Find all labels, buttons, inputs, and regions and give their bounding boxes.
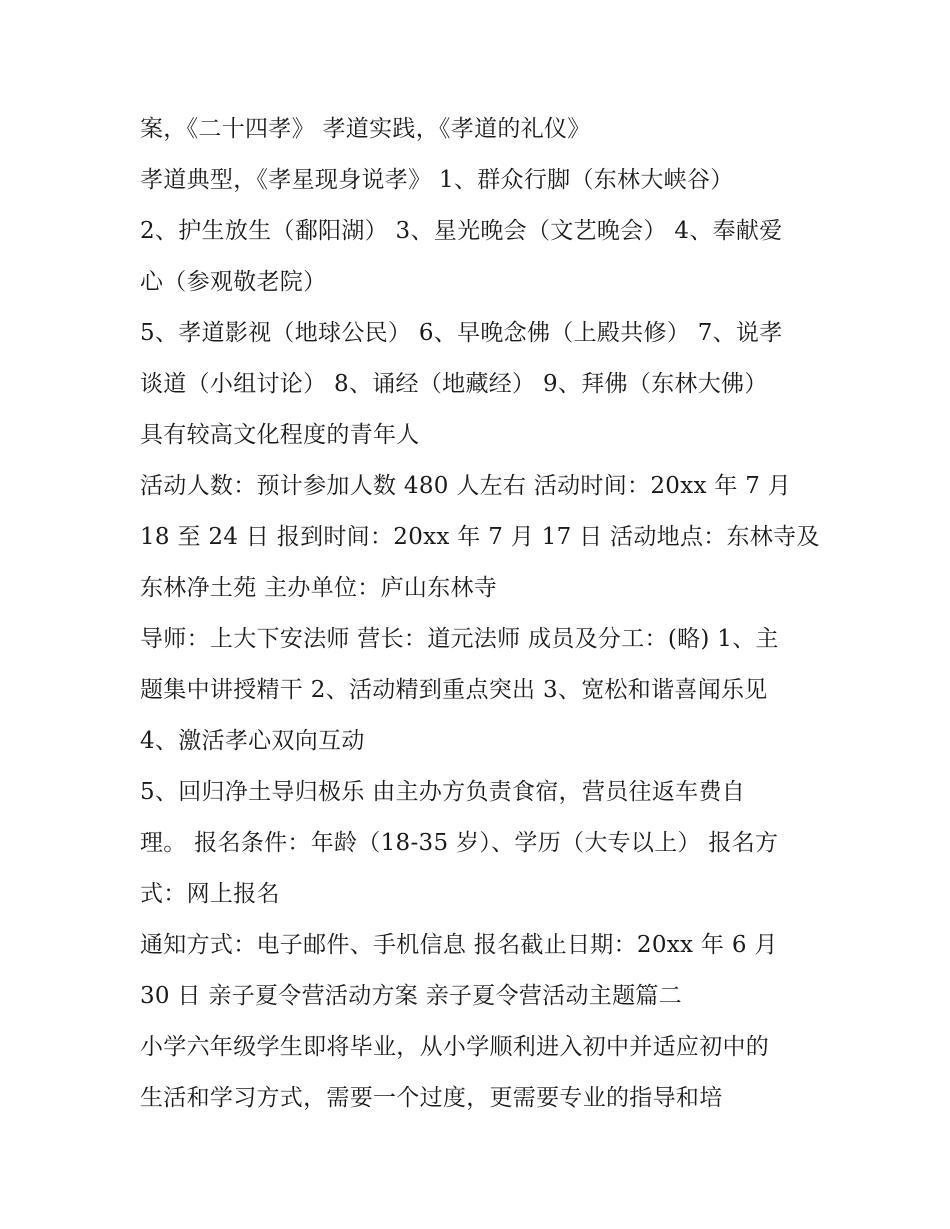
text-line: 具有较高文化程度的青年人	[140, 422, 420, 448]
text-line: 4、激活孝心双向互动	[140, 728, 365, 754]
text-line: 东林净土苑 主办单位：庐山东林寺	[140, 575, 498, 601]
text-line: 18 至 24 日 报到时间：20xx 年 7 月 17 日 活动地点：东林寺及	[140, 524, 820, 550]
text-line: 式：网上报名	[140, 881, 280, 907]
text-line: 2、护生放生（鄱阳湖） 3、星光晚会（文艺晚会） 4、奉献爱	[140, 218, 783, 244]
text-line: 谈道（小组讨论） 8、诵经（地藏经） 9、拜佛（东林大佛）	[140, 371, 768, 397]
text-line: 30 日 亲子夏令营活动方案 亲子夏令营活动主题篇二	[140, 983, 682, 1009]
text-line: 活动人数：预计参加人数 480 人左右 活动时间：20xx 年 7 月	[140, 473, 792, 499]
text-line: 题集中讲授精干 2、活动精到重点突出 3、宽松和谐喜闻乐见	[140, 677, 768, 703]
text-line: 心（参观敬老院）	[140, 269, 327, 295]
text-line: 5、回归净土导归极乐 由主办方负责食宿，营员往返车费自	[140, 779, 746, 805]
text-line: 理。 报名条件：年龄（18-35 岁）、学历（大专以上） 报名方	[140, 830, 779, 856]
text-line: 导师：上大下安法师 营长：道元法师 成员及分工：(略) 1、主	[140, 626, 779, 652]
text-line: 生活和学习方式，需要一个过度，更需要专业的指导和培	[140, 1085, 723, 1111]
text-line: 案，《二十四孝》 孝道实践，《孝道的礼仪》	[140, 116, 591, 142]
text-line: 小学六年级学生即将毕业，从小学顺利进入初中并适应初中的	[140, 1034, 770, 1060]
text-line: 通知方式：电子邮件、手机信息 报名截止日期：20xx 年 6 月	[140, 932, 778, 958]
text-line: 5、孝道影视（地球公民） 6、早晚念佛（上殿共修） 7、说孝	[140, 320, 783, 346]
text-line: 孝道典型，《孝星现身说孝》 1、群众行脚（东林大峡谷）	[140, 167, 734, 193]
